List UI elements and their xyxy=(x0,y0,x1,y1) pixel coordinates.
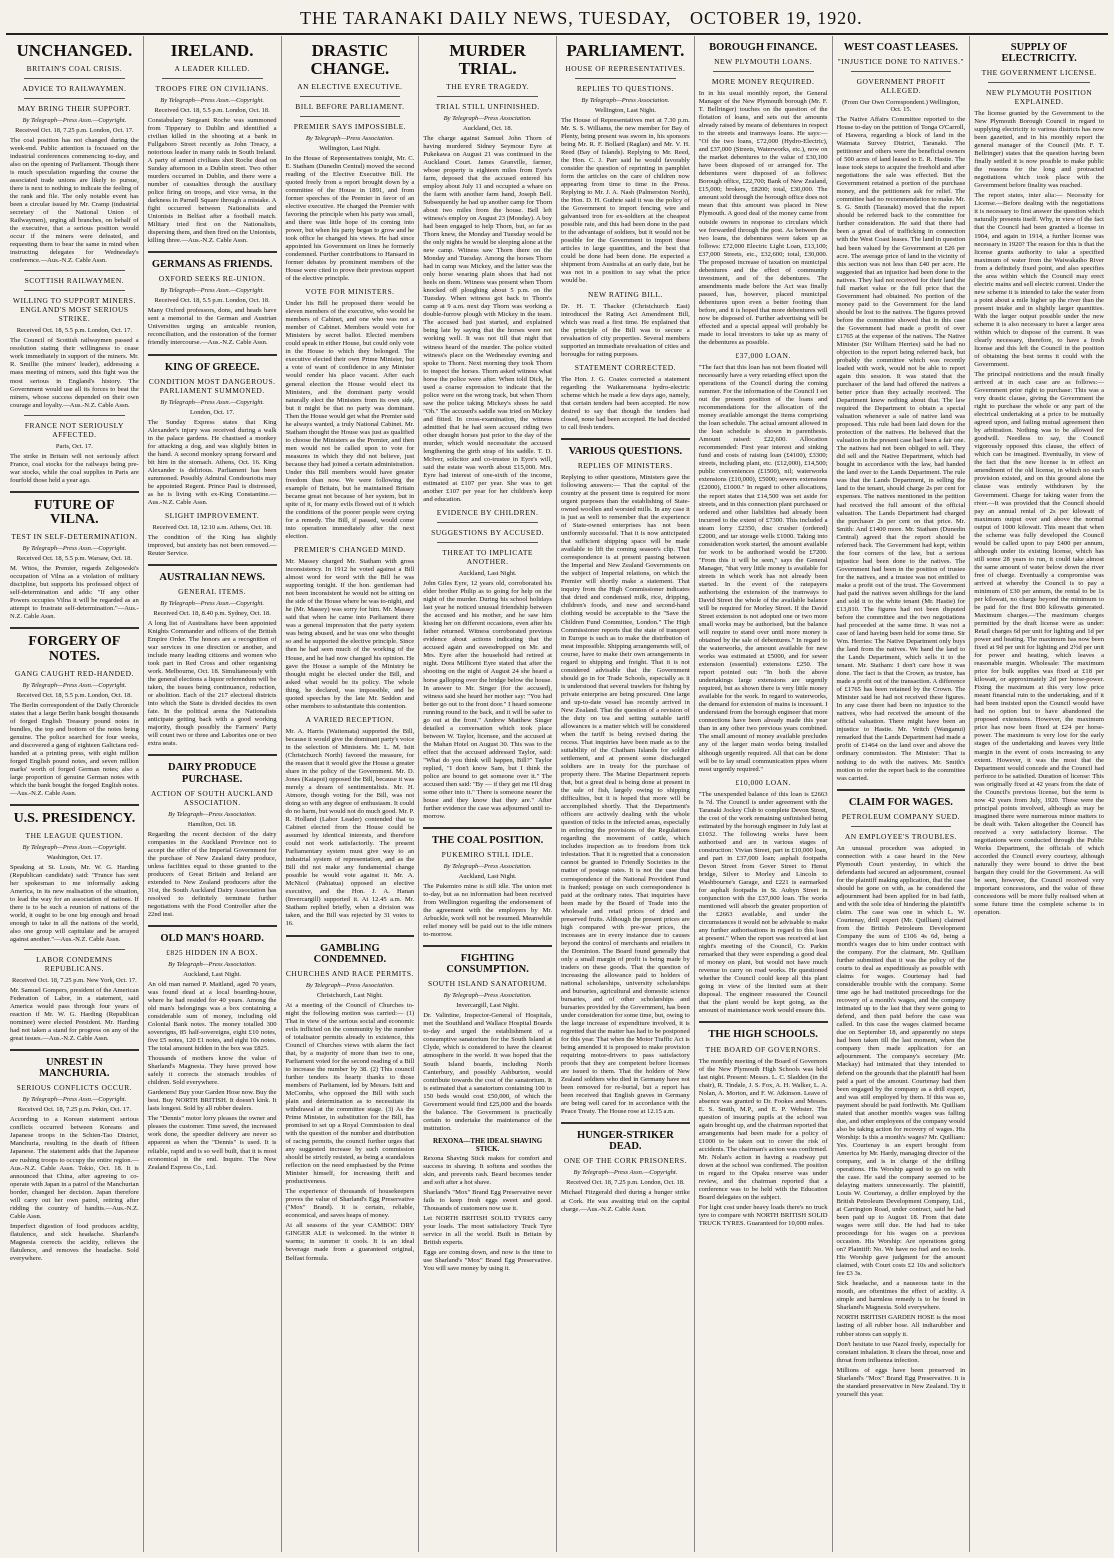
subheading: PUKEMIRO STILL IDLE. xyxy=(441,850,534,860)
column-4 xyxy=(419,36,557,1552)
article-text: Rexona Shaving Stick makes for comfort and success in shaving. It softens and soothes the skin, and prevents rash. Beard becomes tender and soft after a hot shave. xyxy=(423,1154,552,1186)
dateline: Received Oct. 18, 7.25 p.m. London, Oct. 17. xyxy=(15,126,134,134)
headline: UNREST IN MANCHURIA. xyxy=(39,1057,110,1080)
article-text: The report states, inter alia:— Necessity for License.—Before dealing with the negotiations it is necessary to first answer the question which naturally presents itself. Why, in view of the fact that the Council had been granted a license in 1904, and again in 1914, a further license was necessary in 1920? The reason for this is that the license grants authority to take a specified maximum of water from the Waiwakaiho River from a definitely fixed point, and also specifies the area within which the Council may erect electric mains and sell electric current. Under the new scheme it is intended to take the water from a point about a mile higher up the river than the present intake and in slightly larger quantities. With the larger output possible under the new scheme it is also necessary to have a larger area within which to dispose of the current. It was clearly necessary, therefore, to have a fresh license and this left the Council in the position of obtaining the best terms it could with the Government. xyxy=(974,192,1104,368)
subheading: VOTE FOR MINISTERS. xyxy=(305,287,395,297)
headline: THE COAL POSITION. xyxy=(432,835,544,847)
headline: CLAIM FOR WAGES. xyxy=(848,796,953,808)
article-text: Under his Bill he proposed there would be eleven members of the executive, who would be members of Cabinet, and one who was not a member of Cabinet. Members would vote for Ministers by secret ballot. Elected members could speak in either House, but could only vote in the House to which they belonged. The executive elected their own Prime Minister, but a vote of want of confidence in any Minister would render his place vacant. After each general election the House would elect its Ministers, and the dominant party would naturally elect the Ministers from its own side, but it might be that no party was dominant. Then the House would get what the Premier said he always wanted, a truly National Cabinet. Mr. Statham thought the House was just as qualified to choose the Ministers as the Premier, and then men would not be called upon to vote for measures in which they did not believe, just because they had joined a certain administration. Under this Bill members would have greater freedom than now. We were following the example of Britain, but he maintained Britain became great not because of her system, but in spite of it, for many evils flowed out of it which the conditions of the poorer people were crying for a remedy. The Bill, if passed, would come into operation immediately after the next election. xyxy=(285,300,415,541)
article-text: Mr. Samuel Gompers, president of the American Federation of Labor, in a statement, said America would pass through four years of reaction if Mr. W. G. Harding (Republican nominee) were elected President. Mr. Harding had not taken a stand for progress on any of the great issues.—Aus.-N.Z. Cable Assn. xyxy=(10,987,139,1043)
subheading: SUGGESTIONS BY ACCUSED. xyxy=(431,528,545,538)
dateline: Hamilton, Oct. 18. xyxy=(187,820,237,828)
article-text: NORTH BRITISH GARDEN HOSE is the most lasting of all rubber hose. All indiarubber and rubber stores can supply it. xyxy=(836,1314,966,1338)
column-6 xyxy=(695,36,833,1552)
article-text: Sick headache, and a nauseous taste in the mouth, are oftentimes the effect of acidity. A simple and harmless remedy is to be found in Sharland's Magnesia. Sold everywhere. xyxy=(836,1280,966,1312)
divider xyxy=(300,96,401,97)
divider xyxy=(24,290,125,291)
headline: FIGHTING CONSUMPTION. xyxy=(446,953,529,976)
divider xyxy=(988,82,1090,83)
headline: OLD MAN'S HOARD. xyxy=(160,932,264,944)
headline: WEST COAST LEASES. xyxy=(843,42,959,53)
divider xyxy=(437,96,538,97)
article-text: The Hon. J. G. Coates corrected a statement regarding the Waikaremoana hydro-electric scheme which he made a few days ago, namely, that certain tenders had been accepted. He now desired to say that though the tenders had closed, none had been accepted. He had decided to call fresh tenders. xyxy=(561,375,690,431)
subheading: PREMIER'S CHANGED MIND. xyxy=(293,545,406,555)
headline: FORGERY OF NOTES. xyxy=(28,634,121,665)
subheading: STATEMENT CORRECTED. xyxy=(574,362,677,372)
subheading: £37,000 LOAN. xyxy=(735,351,791,361)
article-text: Dr. H. T. Thacker (Christchurch East) introduced the Rating Act Amendment Bill, which was read a first time. He explained that the principle of the Bill was to secure a revaluation of city properties. Several members supported an immediate revaluation of cities and boroughs for rating purposes. xyxy=(561,302,690,358)
byline: By Telegraph—Press Association. xyxy=(443,992,532,1000)
subheading: ACTION OF SOUTH AUCKLAND ASSOCIATION. xyxy=(151,788,274,807)
headline: FUTURE OF VILNA. xyxy=(34,497,115,528)
dateline: Paris, Oct. 17. xyxy=(55,442,93,450)
divider xyxy=(148,354,277,356)
columns xyxy=(6,36,1108,1552)
subheading: TROOPS FIRE ON CIVILIANS. xyxy=(155,83,269,93)
divider xyxy=(10,491,139,493)
article-text: Michael Fitzgerald died during a hunger strike at Cork. He was awaiting trial on the capital charge.—Aus.-N.Z. Cable Assn. xyxy=(561,1189,690,1213)
article-text: The strike in Britain will not seriously affect France, coal stocks for the railways being pre-war stocks, while the coal supplies in Paris are fourfold those held a year ago. xyxy=(10,452,139,484)
subheading: EVIDENCE BY CHILDREN. xyxy=(436,508,539,518)
subheading: PETROLEUM COMPANY SUED. xyxy=(841,811,960,821)
subheading: GANG CAUGHT RED-HANDED. xyxy=(14,668,134,678)
article-text: The Council of Scottish railwaymen passed a resolution stating their willingness to cease work immediately in support of the miners. Mr. R. Smillie (the miners' leader), addressing a mass meeting of miners, said this fight was the most serious in England's history. The Government would use all its forces to beat the miners, whose success depended on their own courage and loyalty.—Aus.-N.Z. Cable Assn. xyxy=(10,337,139,409)
subheading: THREAT TO IMPLICATE ANOTHER. xyxy=(442,548,533,567)
divider xyxy=(851,826,952,827)
headline: DRASTIC CHANGE. xyxy=(310,41,390,78)
divider xyxy=(437,522,538,523)
column-1 xyxy=(6,36,144,1552)
article-text: The Pukemiro mine is still idle. The union met to-day, but as no information had been received from Wellington regarding the endorsement of the agreement with the employers by Mr. Arbuckle, work will not be resumed. Meanwhile relief money will be paid out to the idle miners to-morrow. xyxy=(423,883,552,939)
dateline: Christchurch, Last Night. xyxy=(316,991,383,999)
headline: BOROUGH FINANCE. xyxy=(709,42,818,53)
byline: By Telegraph—Press Association. xyxy=(168,810,257,818)
divider xyxy=(24,78,125,79)
article-text: The experience of thousands of housekeepers proves the value of Sharland's Egg Preservative ("Mox" Brand). It is certain, reliable, economical, and saves heaps of money. xyxy=(285,1188,415,1220)
article-text: John Giles Eyre, 12 years old, corroborated his elder brother Philip as to going for help on the night of the murder. During his school holidays last year he noticed unusual friendship between the accused and his mother, and he saw him kissing her on different occasions, even after his father returned. Witness corroborated previous evidence about actions indicating that the accused again and eavesdropped on Mr. and Mrs. Eyre after the household had retired at night. Dora Millicent Eyre stated that after the shooting on the night of August 24 she heard a horse galloping over the bridge below the house. In answer to Mr. Singer (for the accused), witness said she heard her mother say: "You had better go out to the front door." I heard someone running round to the back, and it will be safer to go out at the front." Andrew Matthew Singer detailed a conversation which took place between W. Taylor, licensee, and the accused at the Mahan Hotel on August 30. This was to the effect that the accused addressed Taylor, said: "What do you think will happen, Bill?" Taylor replied, "I don't know Sam, but I think the police are bound to get someone over it." The accused then said: "By — if they get me I'll drag some other into it." There is someone nearer the house and they know that they are." After further evidence the case was adjourned until to-morrow. xyxy=(423,580,552,821)
article-text: The Native Affairs Committee reported to the House to-day on the petition of Tonga O'Carroll, of Hawera, regarding a block of land in the Waimata Survey District, Taranaki. The petitioner and others were the beneficial owners of 500 acres of land leased to E. R. Hastie. The lease took steps to acquire the freehold and after negotiations the sale was effected. But the Government retained a portion of the purchase money, and the petitioners ask for relief. The committee had no recommendation to make. Mr. S. G. Smith (Taranaki) moved that the report should be referred back to the committee for further consideration. He said that there had been a great deal of trafficking in connection with the West Coast leases. The land in question had been valued by the Government at £26 per acre. The average price of land in the vicinity of this section was not less than £40 per acre. He suggested that an injustice had been done to the natives. They had not received for their land the full market value or the full price that the Government had obtained. No portion of the money paid to the Government for the land should be lost to the natives. The figures proved before the committee showed that in this case the Government had made a profit of over £1765 at the expense of the natives. The Native Minister (Sir William Herries) said he had no objection to the report being referred back, but probably the committee which was recently loaded with work, would not be able to report again this session. It was stated that the purchaser of the land had offered the natives a better price than they actually received. The Department knew nothing about that. The law required the Department to obtain a special valuation whenever a sale of native land was proposed. This rule had been laid down for the protection of the natives. He believed that the valuation in the present case had been a fair one. The natives had not been obliged to sell. They did sell and the Native Department, which had bought in accordance with the law, had handed the land over to the Lands Department. The rule was that the Lands Department, in selling the land to the tenant, should charge 2s per cent for expenses. The natives mentioned in the petition had received the full amount of the official valuation. The Lands Department had charged the purchaser 2s per cent on that price. Mr. Smith: And £1400 more. Mr. Statham (Dunedin Central) agreed that the report should be referred back. The Government had kept, within the four corners of the law, but a serious injustice had been done to the natives. The Government had been in the position of trustee for the natives, and a trustee was not entitled to make a profit out of the trust. The Government had paid the natives seven shillings for the land and sold it to the white tenant (Mr. Hastie) for £13,810. The figures had not been disputed before the committee and the two negotiations had proceeded at the same time. It was not a case of land having been held for some time. Sir Wm. Herries: The Native Department only buys the land from the natives. We hand the land to the Lands Department, which sells it to the tenant. Mr. Statham: I don't care how it was done. The fact is that the Crown, as trustee, has made a profit out of the transaction. A difference of £1765 has been retained by the Crown. The Minister said he had not received these figures. In any case there had been no injustice to the natives, who had received the amount of the official valuation. There might have been an injustice to Hastie. Mr. Veitch (Wanganui) remarked that the Lands Department had made a profit of £1464 on the land over and above the ordinary commission. The Minister: That is nothing to do with the natives. Mr. Smith's motion to refer the report back to the committee was carried. xyxy=(836,116,966,782)
subheading: THE BOARD OF GOVERNORS. xyxy=(705,1044,821,1054)
article-text: Let NORTH BRITISH SOLID TYRES carry your loads. The most satisfactory Truck Tyre service in all the world. Built in Britain by British experts. xyxy=(423,1215,552,1247)
article-text: M. Witos, the Premier, regards Zeligowski's occupation of Vilna as a violation of military discipline, but supports his professed object of self-determination and adds: "If any other Powers occupies Vilna it will be regarded as an attempt to frustrate self-determination."—Aus.-N.Z. Cable Assn. xyxy=(10,565,139,621)
byline: By Telegraph—Press Assn.—Copyright. xyxy=(160,96,264,104)
subheading: SCOTTISH RAILWAYMEN. xyxy=(24,276,125,286)
article-text: The Berlin correspondent of the Daily Chronicle states that a large Berlin bank bought thousands of forged English Treasury pound notes in bundles, the top and bottom of the notes being genuine. The police searched for four weeks, and discovered a gang of eighteen Galicians red-handed at a printing press, with eight million forged English pound notes, and seven million marks' worth of forged German notes; also a large proportion of genuine German notes with which the bank bought the forged English notes.—Aus.-N.Z. Cable Assn. xyxy=(10,701,139,798)
masthead-rule xyxy=(6,33,1108,35)
subheading: BILL BEFORE PARLIAMENT. xyxy=(295,101,405,111)
article-text: At all seasons of the year CAMBOC DRY GINGER ALE is welcomed. In the winter it warms; in summer it cools. It is an ideal beverage made from a guaranteed original, Belfast formula. xyxy=(285,1222,415,1262)
byline: By Telegraph—Press Association. xyxy=(305,134,394,142)
headline: VARIOUS QUESTIONS. xyxy=(568,445,683,457)
byline: By Telegraph—Press Assn.—Copyright. xyxy=(22,843,127,851)
article-text: Sharland's "Mox" Brand Egg Preservative never fails to keep fresh eggs sweet and good. Thousands of customers now use it. xyxy=(423,1188,552,1212)
divider xyxy=(300,116,401,117)
byline: By Telegraph—Press Assn.—Copyright. xyxy=(573,1169,678,1177)
column-5 xyxy=(557,36,695,1552)
byline: By Telegraph—Press Assn.—Copyright. xyxy=(22,1096,127,1104)
article-text: The condition of the King has slightly improved, but anxiety has not been removed.—Reuter Service. xyxy=(147,533,277,557)
subheading: SLIGHT IMPROVEMENT. xyxy=(165,510,260,520)
headline: GAMBLING CONDEMNED. xyxy=(313,942,387,965)
divider xyxy=(437,542,538,543)
subheading: REPLIES OF MINISTERS. xyxy=(577,460,673,470)
article-text: Mr. Massey charged Mr. Statham with gross inconsistency. In 1912 he voted against a Bill almost word for word with the Bill he was supporting tonight. If the hon. gentleman had not been inconsistent he would not be sitting on the side of the House where he was to-night, and he (Mr. Massey) was sorry for him. Mr. Massey said that when he came into Parliament there was a general impression that the party system was being abused, and he was one who thought so and he supported the elective principle. Since then he had seen much of the working of the House, and he had now changed his opinion. He gave the House a sample of the Ministry he thought might be elected under the Bill, and asked what would be its policy. The whole thing, he declared, was impossible, and he quoted speeches by the late Mr. Seddon and other members to substantiate this contention. xyxy=(285,558,415,710)
article-text: An unusual procedure was adopted in connection with a case heard in the New Plymouth Court yesterday, in which the defendants had secured an adjournment, counsel for the plaintiff making application, that the case should be gone on with, as he considered the adjournment had been applied for in bad faith, and with the sole idea of hindering the plaintiff's claim. The case was one in which L. W. Courtenay, drill expert (Mr. Quilliam) claimed from the British Petroleum Development Company the sum of £106 4s 6d, being a month's wages due to him under contract with the company. For the claimant, Mr. Quilliam further submitted that it was the policy of the courts to deal as expeditiously as possible with claims for wages. Courtenay had had considerable trouble with the company. Some time ago he had instituted proceedings for the recovery of a month's wages, and the company intimated up to the last that they were going to defend, and then paid before the case was called. In this case the wages claimed became due on September 18, and apparently no steps had been taken till the last moment, when the company then made application for an adjournment. The company's secretary (Mr. Mackay) had intimated that they intended to defend on the grounds that the plaintiff had been paid a part of the amount. Courtenay had then been engaged by the company as a drill expert, and was still employed by them. If this was so, payment should be paid forthwith. Mr. Quilliam stated that another month's wages was falling due, and other employees of the company would also be taking action for recovery of wages. His Worship: Is this a month's wages? Mr. Quilliam: Yes. Courtenay is an expert brought from America by Mr. Hardy, managing director of the company, and is in charge of the drilling operations. His Worship agreed to go on with the case. He said the company seemed to be delaying matters unnecessarily. The plaintiff, Louis W. Courtenay, a driller employed by the British Petroleum Development Company, Ltd., at Carrington Road, under contract, said he had been paid up to August 18. From that date wages were still due. He had had to take proceedings for his wages on a previous occasion. His Worship: Are operations going on? Plaintiff: No. We have no fuel and no tools. His Worship gave judgment for the amount claimed, with Court costs £2 10s and solicitor's fee £3 3s. xyxy=(836,844,966,1278)
article-text: Imperfect digestion of food produces acidity, flatulence, and sick headache. Sharland's Magnesia corrects the acidity, relieves the flatulence, and removes the headache. Sold everywhere. xyxy=(10,1222,139,1262)
advertisement-heading: REXONA—THE IDEAL SHAVING STICK. xyxy=(433,1136,543,1153)
divider xyxy=(148,754,277,756)
byline: By Telegraph—Press Association. xyxy=(581,96,670,104)
masthead-title: THE TARANAKI DAILY NEWS, TUESDAY, xyxy=(300,8,672,28)
article-text: The charge against Samuel John Thorn of having murdered Sidney Seymour Eyre at Pukekawa on August 21 was continued in the Auckland Court. James Granville, farmer, whose property is eighteen miles from Eyre's farm, deposed that the accused entered his employ about July 11 and occupied a whare on the farm with another farm hand, Joseph Bell. Subsequently he had up another camp for Thorn about two miles from the house. Bell left witness's employ on August 23 (Monday). A boy had been engaged to help Thorn, but, so far as Thorn knew, the Monday and Tuesday would be the only nights he would be sleeping alone at the new camp. Witness saw Thorn there on the Monday and Tuesday. Among the horses Thorn had in camp was Mickey, and the latter was the only horse wearing plain shoes that had not heels on them. Witness was present when Thorn knocked off ploughing about 5 p.m. on the Tuesday. When witness got back to Thorn's camp at 9 a.m. next day Thorn was working a double-furrow plough with Mickey in the team. The accused had just started, and explained being late by saying that the horses were not working well. It was not till that night that witness heard of the murder. The police visited witness's place on the Wednesday evening and spoke to Thorn. Next morning they took Thorn to inspect the horses. Thorn asked witness what horse the police were after. When told Dick, he used a coarse expression to indicate that the police were on the wrong track, but when Thorn saw the police taking Mickey's shoes he said "Oh." The accused's saddle was tried on Mickey and fitted. In cross-examination, the witness admitted that he had seen accused riding two other draught horses just prior to the day of the murder, which would necessitate the accused lengthening the girth strap of his saddle. T. D. McIver, solicitor and co-trustee in Eyre's will, said the estate was worth about £15,000. Mrs. Eyre had interest of one-sixth of the income, estimated at £107 per year. She was to get another £107 per year for her children's keep and education. xyxy=(423,134,552,504)
byline: By Telegraph—Press Assn.—Copyright. xyxy=(160,599,264,607)
subheading: REPLIES TO QUESTIONS. xyxy=(576,83,674,93)
article-text: The principal restrictions and the result finally arrived at in each case are as follows:— Government prior right to purchase: This was a very drastic clause, giving the Government the right to purchase the whole or any part of the electrical undertaking at a price to be mutually agreed upon, and failing mutual agreement then by arbitration. Nothing was to be allowed for goodwill. Needless to say, the Council vigorously opposed this clause, the effect of which can be imagined. Eventually, in view of the fact that the new license is in effect an amendment of the old license, in which no such provision existed, and on this ground alone the clause was entirely withdrawn by the Government. Charge for taking water from the river.—It was provided that the Council should pay an annual rental of 2s per kilowatt of maximum output over and above the normal output of 1000 kilowatt. This meant that when the scheme was fully developed the Council would be called upon to pay £400 per annum, although under its existing license, which has still some 28 years to run, it could take almost the same amount of water below down the river free of charge. Eventually a compromise was arrived at whereby the Council is to pay a minimum of £30 per annum, the rental to be 1s per kilowatt, no charge beyond the minimum to be paid for the first 800 kilowatts generated. Maximum charges.—The maximum charges permitted by the draft license were as under: Retail charges 6d per unit for lighting and 1d per power and heating. The maximum has now been fixed at 9d per unit for lighting and 2½d per unit for power and heating, which leaves a reasonable margin. Wholesale: The maximum price for bulk supplies was fixed at £18 per kilowatt, or approximately 2d per horse-power. Fixing the maximum at this very low price meant financial ruin to the undertaking, and if it had been insisted upon the Council would have had no option but to have abandoned the proposed extensions. However, the maximum price has now been fixed at £24 per horse-power. The maximum is very low for the early stages of the undertaking and leaves very little margin in the event of costs increasing to any extent. However, it was the most that the Department would concede and the Council had perforce to be satisfied. Duration of license: This was originally fixed at 42 years from the date of the Council's previous license, but the term is now 42 years from July, 1920. These were the principal points involved, although as may be imagined there were numerous minor matters to be dealt with. Taken altogether the Council has received a very satisfactory license. The negotiations were conducted through the Public Works Department, the officials of which accorded the Council every courtesy, although naturally they were bound to drive the best bargain they could for the Government. As will be seen, however, the Council received very important concessions, and the value of these concessions will be more fully realised when at some future time the complete scheme is in operation. xyxy=(974,371,1104,917)
byline: By Telegraph—Press Association. xyxy=(168,960,257,968)
dateline: Wellington, Last Night. xyxy=(594,106,656,114)
subheading: FRANCE NOT SERIOUSLY AFFECTED. xyxy=(24,420,124,439)
article-text: In the House of Representatives tonight, Mr. C. E. Statham (Dunedin Central) moved the second reading of the Elective Executive Bill. He quoted freely from a report brought down by a committee of the House in 1891, and from former speeches of the Premier in favor of an elective executive. He charged the Premier with favoring the principle when his party was small, and there was little hope of its coming into power, but when his party began to grow and he took office he changed his views. He had since appointed his Government on lines he formerly condemned. Further contributions to Hansard in former debates by prominent members of the House were cited to prove their previous support of the elective principle. xyxy=(285,154,415,283)
byline: By Telegraph—Press Assn.—Copyright. xyxy=(22,545,127,553)
headline: GERMANS AS FRIENDS. xyxy=(151,259,273,271)
dateline: Auckland, Last Night. xyxy=(458,873,517,881)
divider xyxy=(10,804,139,806)
divider xyxy=(699,1021,828,1023)
byline: By Telegraph—Press Assn.—Copyright. xyxy=(160,287,264,295)
subheading: THE LEAGUE QUESTION. xyxy=(25,830,124,840)
headline: SUPPLY OF ELECTRICITY. xyxy=(1001,42,1077,65)
dateline: Received Oct. 18, 7.25 p.m. London, Oct. 18. xyxy=(566,1179,685,1187)
dateline: Auckland, Last Night. xyxy=(183,970,242,978)
divider xyxy=(10,627,139,629)
dateline: Washington, Oct. 17. xyxy=(46,853,102,861)
article-text: Replying to other questions, Ministers gave the following answers:— That the capital of the country at the present time is required for more urgent purposes than the establishing of State-owned woollen and worsted mills. In any case it is just as well to remember that the experience of State-owned enterprises has not been uniformly successful. That it is now anticipated that sufficient shipping space will be made available to lift the coming season's clip. That correspondence is at present passing between the Imperial and New Zealand Governments on the subject of Imperial relations, on which the Premier will shortly make a statement. That inquiry from the High Commissioner indicates that dried and condensed milk, rice, dripping, children's foods, and new and second-hand clothing would be acceptable to the "Save the Children Fund Committee, London." The High Commissioner reports that the state of transport in Europe is such as to make the distribution of meat impossible. Shipping arrangements will, of course, have to make their own arrangements in regard to shipping and freight. That it is not considered advisable that the Government should go in for Trade Schools, especially as it is understood that several trawlers for fishing by private enterprise are being procured. One large and up-to-date vessel has recently arrived in New Zealand. That the question of a revision of the duty on tea and setting suitable tariff allowances is a matter which will be considered when the tariff is being revised during the recess. That inquiries have been made as to the suitability of the Chatham Islands for soldier settlement, and at present some discharged soldiers are in treaty for the purchase of property there. The Marine Department reports that, but a great deal is being done at present in the sale of fish, largely owing to shipping difficulties, but it is hoped that more will be accomplished shortly. That the Department's officers are actively dealing with the whole question of ticks in the infected areas, especially in enforcing the provisions of the Regulations regarding the movement of cattle, which includes inspection as to freedom from tick infestation. That it is regretted that a concession cannot be granted to Friendly Societies in the matter of postage rates. It is not the case that correspondence of the National Provident Fund is franked; postage on such correspondence is paid at the ordinary rates. That inquiries have been made by the Board of Trade into the wholesale and retail prices of dried and preserved fruits. Although the present prices are high compared with pre-war prices, the increases are in every instance due to causes beyond the control of merchants and retailers in the Dominion. The Board found generally that only a small margin of profit is being made by traders on these goods. That the question of increasing the allowance paid to holders of national scholarships, university scholarships and bursaries, agricultural and domestic science bursaries, and of other scholarships and bursaries provided by the Government, has been under consideration for some time, but, owing to the large increase of expenditure involved, it is regretted that the matter has had to be postponed for this year. That when the Motor Traffic Act is being amended it is proposed to make provision requiring motor-drivers to pass satisfactory proofs that they are competent before licenses are issued to them. That the holders of New Zealand soldiers who died in Germany have not been removed for re-burial, but a report has been received that English graves in Germany are being well cared for in accordance with the Peace Treaty. The House rose at 12.15 a.m. xyxy=(561,473,690,1116)
divider xyxy=(24,270,125,271)
dateline: Wellington, Last Night. xyxy=(319,144,381,152)
byline: By Telegraph—Press Association. xyxy=(443,114,532,122)
divider xyxy=(162,78,263,79)
dateline: Received Oct. 18, 5.5 p.m. Warsaw, Oct. 18. xyxy=(16,555,133,563)
divider xyxy=(148,925,277,927)
headline: THE HIGH SCHOOLS. xyxy=(708,1029,818,1041)
divider xyxy=(148,251,277,253)
dateline: Received Oct. 18, 5.5 p.m. London, Oct. 18. xyxy=(16,691,133,699)
headline: U.S. PRESIDENCY. xyxy=(13,811,136,827)
subheading: A LEADER KILLED. xyxy=(174,63,250,73)
dateline: Received Oct. 18, 5.5 p.m. London, Oct. 18. xyxy=(154,106,270,114)
divider xyxy=(561,1122,690,1124)
divider xyxy=(575,78,676,79)
subheading: £10,000 LOAN. xyxy=(735,777,791,787)
dateline: (From Our Own Correspondent.) Wellington, Oct. 15. xyxy=(841,99,960,114)
headline: MURDER TRIAL. xyxy=(449,41,526,78)
subheading: CHURCHES AND RACE PERMITS. xyxy=(285,968,414,978)
divider xyxy=(561,438,690,440)
dateline: Received Oct. 18, 12.10 a.m. Athens, Oct. 18. xyxy=(152,523,272,531)
column-8 xyxy=(970,36,1108,1552)
divider xyxy=(24,98,125,99)
article-text: For light cost under heavy loads there's no truck tyre to compare with NORTH BRITISH SOLID TRUCK TYRES. Guaranteed for 10,000 miles. xyxy=(698,1204,828,1228)
subheading: THE EYRE TRAGEDY. xyxy=(446,81,530,91)
headline: DAIRY PRODUCE PURCHASE. xyxy=(168,762,257,785)
subheading: £825 HIDDEN IN A BOX. xyxy=(166,947,259,957)
article-text: Many Oxford professors, dons, and heads have sent a memorial to the German and Austrian Universities urging an amicable reunion, reconciliation, and the restoration of the former friendly intercourse.—Aus.-N.Z. Cable Assn. xyxy=(147,307,277,347)
subheading: "INJUSTICE DONE TO NATIVES." xyxy=(837,57,965,67)
subheading: TEST IN SELF-DETERMINATION. xyxy=(11,532,138,542)
divider xyxy=(286,935,415,937)
article-text: The license granted by the Government to the New Plymouth Borough Council in regard to supplying electricity to various districts has now been gazetted, and in his monthly report the general manager of the Council (Mr. F. T. Bellringer) states that the question having been finally settled it is now possible to make public the reasons for the long and protracted negotiations which took place with the Government before finality was reached. xyxy=(974,110,1104,190)
subheading: CONDITION MOST DANGEROUS. PARLIAMENT SUMMONED. xyxy=(148,376,276,395)
divider xyxy=(148,564,277,566)
dateline: Invercargill, Last Night. xyxy=(456,1002,519,1010)
subheading: ADVICE TO RAILWAYMEN. xyxy=(22,83,127,93)
headline: UNCHANGED. xyxy=(16,41,133,60)
divider xyxy=(851,71,952,72)
article-text: Don't hesitate to use Nazol freely, especially for constant inhalation. It clears the throat, nose and throat from influenza infection. xyxy=(836,1340,966,1364)
dateline: Auckland, Oct. 18. xyxy=(462,124,513,132)
byline: By Telegraph—Press Assn.—Copyright. xyxy=(22,681,127,689)
article-text: Eggs are coming down, and now is the time to use Sharland's "Mox" Brand Egg Preservative. You will save money by using it. xyxy=(423,1249,552,1273)
column-3 xyxy=(282,36,420,1552)
dateline: Auckland, Last Night. xyxy=(458,570,517,578)
divider xyxy=(24,415,125,416)
subheading: HOUSE OF REPRESENTATIVES. xyxy=(565,63,686,73)
headline: AUSTRALIAN NEWS. xyxy=(159,571,265,583)
column-2 xyxy=(144,36,282,1552)
article-text: Gardeners! Buy your Garden Hose now. Buy the best. Buy NORTH BRITISH. It doesn't kink. It lasts longest. Sold by all rubber dealers. xyxy=(147,1089,277,1113)
divider xyxy=(10,1049,139,1051)
dateline: Received Oct. 18, 5.5 p.m. London, Oct. 17. xyxy=(16,327,133,335)
divider xyxy=(837,789,966,791)
divider xyxy=(423,827,552,829)
subheading: AN EMPLOYEE'S TROUBLES. xyxy=(844,831,957,841)
subheading: AN ELECTIVE EXECUTIVE. xyxy=(297,81,403,91)
article-text: "The unexpended balance of this loan is £2663 Is 7d. The Council is under agreement with the Taranaki Jockey Club to complete Devon Street, the cost of the work remaining unfinished being estimated by the borough engineer in July last at £1032. The following works have been authorised and are in various stages of construction: Vivian Street, part in £10,000 loan, and part in £37,000 loan; asphalt footpaths Devon Street from Gover Street to Henui bridge, Silver to Morley and Lincoln to Washbourne's Garage, and £221 is earmarked for asphalt footpaths in St. Aubyn Street in conjunction with the £37,000 loan. The works mentioned will absorb the greater proportion of the £2663 available, and under the circumstances it would not be advisable to make any further authorisations in regard to this loan at present." When the report was received at last night's meeting of the Council, Cr. Parkin remarked that they were expending a good deal of money on plant, but would not have much revenue to carry on road works. He questioned whether the Council could keep all this plant going in view of the limited sum at their disposal. The engineer reassured the Council that the plant would be kept going, as the amount of maintenance work would ensure this. xyxy=(698,790,828,1015)
divider xyxy=(713,71,814,72)
dateline: Received Oct. 18, 5.5 p.m. London, Oct. 18. xyxy=(154,297,270,305)
headline: KING OF GREECE. xyxy=(164,361,260,373)
article-text: The Sunday Express states that King Alexander's injury was received during a walk in the palace gardens. He chastised a monkey for attacking a dog, and was slightly bitten in the hand. A second monkey sprang forward and bit him in the stomach. Athens, Oct. 16. King Alexander is delirious. Parliament has been summoned. Possibly Admiral Condouriotis may be appointed Regent. Prince Paul is distressed, as he is living with ex-King Constantine.—Aus.-N.Z. Cable Assn. xyxy=(147,418,277,506)
dateline: Received Oct. 18, 8.40 p.m. Sydney, Oct. 18. xyxy=(153,609,271,617)
byline: By Telegraph—Press Association. xyxy=(305,981,394,989)
article-text: Regarding the recent decision of the dairy companies in the Auckland Province not to accept the offer of the Imperial Government for the purchase of New Zealand dairy produce, unless facilities equal to those granted to the producers of Great Britain and Ireland are extended to New Zealand producers after the 31st, the South Auckland Dairy Association has resolved to definitely terminate further negotiations with the Food Controller after the 22nd inst. xyxy=(147,830,277,918)
subheading: GENERAL ITEMS. xyxy=(178,586,247,596)
article-text: An old man named P. Maitland, aged 70 years, was found dead at a local boarding-house, where he had resided for 40 years. Among the old man's belongings was a box containing a considerable sum of money, including old Colonial Bank notes. The money totalled 300 sovereigns, 85 half-sovereigns, eight £10 notes, five £5 notes, 120 £1 notes, and eight 10s notes. The total amount hidden in the box was £825. xyxy=(147,980,277,1053)
article-text: Dr. Valintine, Inspector-General of Hospitals, met the Southland and Wallace Hospital Boards to-day and urged the establishment of a consumptive sanatorium for the South Island at Clyde, which is considered to have the clearest atmosphere in the world. It was hoped that the South Island boards, including North Canterbury, and possibly Ashburton, would contribute towards the cost of the sanatorium. It is estimated that a sanatorium containing 100 to 150 beds would cost £50,000, of which the Government would find £25,000 and the boards the balance. The Government is practically certain to undertake the maintenance of the institution. xyxy=(423,1012,552,1132)
article-text: Millions of eggs have been preserved in Sharland's "Mox" Brand Egg Preservative. It is the standard preservative in New Zealand. Try it yourself this year. xyxy=(836,1366,966,1398)
dateline: Received Oct. 18, 7.25 p.m. Pekin, Oct. 17. xyxy=(17,1106,131,1114)
subheading: LABOR CONDEMNS REPUBLICANS. xyxy=(36,955,113,974)
column-7 xyxy=(833,36,971,1552)
article-text: The monthly meeting of the Board of Governors of the New Plymouth High Schools was held last night. Present: Messrs. L. C. Sladden (in the chair), R. Tindale, J. S. Fox, A. H. Walker, L. A. Nolan, A. Morton, and F. W. Atkinson. Leave of absence was granted to Dr. Fookes and Messrs. E. S. Smith, M.P., and E. P. Webster. The question of insuring pupils at the school was again brought up, and the chairman reported that arrangements had been made for a policy of £1000 to be taken out to cover the risk of accidents. The chairman's action was confirmed. Mr. Nolan's action in having a roadway put down at the school was confirmed. The position in regard to the Opaku reserve was under review, and the chairman reported that a conference was to be held with the Education Board delegates on the subject. xyxy=(698,1057,828,1202)
subheading: A VARIED RECEPTION. xyxy=(305,714,395,724)
subheading: PREMIER SAYS IMPOSSIBLE. xyxy=(293,121,407,131)
subheading: MAY BRING THEIR SUPPORT. xyxy=(17,103,131,113)
article-text: The "Dennis" motor lorry pleases the owner and pleases the customer. Time saved, the increased work done, the speedier delivery are never so apparent as when the "Dennis" is used. It is reliable, rapid and is so well built, that it is most economical in the end. Inquire. The New Zealand Express Co., Ltd. xyxy=(147,1115,277,1171)
article-text: At a meeting of the Council of Churches to-night the following motion was carried:— (1) That in view of the serious social and economic evils inflicted on the community by the number of totalisator permits already in existence, this Council of Churches views with alarm the fact that, by a majority of more than two to one, Parliament voted for the second reading of a Bill to increase the number by 38. (2) This council further tenders its hearty thanks to those members of Parliament, led by Messrs. Isitt and McCombs, who opposed the Bill with such plain and determination as to necessitate its withdrawal at the committee stage. (3) As the Prime Minister, in substitution for the Bill, has promised to set up a Royal Commission to deal with the question of the number and distribution of racing permits, the council further urges that any suggested increase by such commission should be strictly resisted, as being a scandalous reflection on the need emphasised by the Prime Minister himself, for increasing thrift and productiveness. xyxy=(285,1001,415,1186)
byline: By Telegraph—Press Assn.—Copyright. xyxy=(22,116,127,124)
headline: PARLIAMENT. xyxy=(566,41,685,60)
article-text: Speaking at St. Louis, Mr. W. G. Harding (Republican candidate) said: "France has sent her spokesman to me informally asking America, in its new realisation of the situation, to lead the way for an association of nations. If there is to be such a reunion of nations of the world, it ought to be one big enough and broad enough to take in all the nations of the world, also one group will capitulate and be arrayed against another."—Aus.-N.Z. Cable Assn. xyxy=(10,863,139,944)
article-text: The coal position has not changed during the week-end. Public attention is focussed on the industrial conferences commencing to-day, and also on the opening of Parliament. Though there is much speculation regarding the course the associated trade unions are likely to pursue, there is next to nothing to indicate the feeling of the rank and file. The only notable event has been a circular issued by Mr. Cramp (industrial secretary of the National Union of Railwaymen), urging all branches, on behalf of the executive, that a serious position would occur if the miners were defeated, and requesting them to bear the same in mind when instructing delegates for Wednesday's conference.—Aus.-N.Z. Cable Assn. xyxy=(10,136,139,265)
subheading: THE GOVERNMENT LICENSE. xyxy=(981,68,1097,78)
headline: IRELAND. xyxy=(170,41,254,60)
subheading: SERIOUS CONFLICTS OCCUR. xyxy=(16,1083,133,1093)
dateline: Received Oct. 18, 7.25 p.m. New York, Oct. 17. xyxy=(12,977,137,985)
headline: HUNGER-STRIKER DEAD. xyxy=(576,1130,674,1153)
subheading: BRITAIN'S COAL CRISIS. xyxy=(26,63,123,73)
subheading: NEW RATING BILL. xyxy=(588,289,663,299)
divider xyxy=(423,945,552,947)
article-text: Thousands of mothers know the value of Sharland's Magnesia. They have proved how safely it corrects the stomach troubles of children. Sold everywhere. xyxy=(147,1055,277,1087)
subheading: NEW PLYMOUTH LOANS. xyxy=(714,57,813,67)
article-text: Mr. A. Harris (Waitemata) supported the Bill, because it would give the dominant party's voice in the selection of Ministers. Mr. L. M. Isitt (Christchurch North) favored the measure, for the reason that it would give the House a greater share in the policy of the Government. Mr. D. Jones (Kaiapoi) opposed the Bill, because it was merely a dream of sentimentalists. Mr. H. Atmore, though voting for the Bill, was not doing so with any degree of enthusiasm. It could do no harm, but would not do much good. Mr. P. R. Holland (Labor Leader) contended that to Cabinet elected from the House could be assumed by identical interests, and therefore could not work satisfactorily. The present Parliamentary system must give way to an industrial system of representation, and as the Bill did not make any fundamental change possible he would vote against it. Mr. A. McNicol (Pahiatua) opposed an elective executive, and the Hon. J. A. Hanan (Invercargill) supported it. At 12.45 a.m. Mr. Statham replied briefly, when a division was taken, and the Bill was rejected by 31 votes to 16. xyxy=(285,727,415,928)
article-text: According to a Korean statement serious conflicts occurred between Koreans and Japanese troops in the Schien-Tao District, Manchuria, resulting in the death of fifteen Japanese. The statement adds that the Japanese are rushing troops to occupy the entire region.—Aus.-N.Z. Cable Assn. Tokio, Oct. 18. It is announced that China, after agreeing to co-operate with Japan in a patrol of the Manchurian border, changed her decision. Japan therefore will carry out her own patrol, retiring after ridding the country of bandits.—Aus.-N.Z. Cable Assn. xyxy=(10,1116,139,1220)
byline: By Telegraph—Press Association. xyxy=(443,863,532,871)
subheading: TRIAL STILL UNFINISHED. xyxy=(435,101,540,111)
article-text: "The fact that this loan has not been floated will necessarily have a very retarding effect upon the operations of the Council during the coming summer. For the information of the Council I set out the present position of the loans and recommendations for the allocation of the money available amongst the items comprising the loan schedule. The actual amount allowed in the loan schedule is shown in parenthesis. Amount raised: £22,600. Allocation recommended: First year interest and sinking fund and costs of raising loan (£4100), £3300; streets, including plant, etc. (£12,000), £14,500; public conveniences (£1500), nil; waterworks extensions (£10,000), £5000; sewers extensions (£2000), £1000." In regard to other allocations, the report states that £14,500 was set aside for streets, and in this connection plant purchased or ordered and other liabilities had already been incurred to the extent of £7300. This included a steam lorry £2350, disc crusher (ordered) £2000, and tar storage wells £1000. Taking into consideration work started, the amount available for work to be authorised would be £7200. "From this it will be seen," says the General Manager, "that very little money is available for streets in which work has not already been started. In the event of the ratepayers authorising the extension of the tramways to David Street the whole of the available balance will be required for Morley Street. If the David Street extension is not adopted one or two more small works may be authorised, but the balance will require to stand over until more money is obtained by the sale of debentures." In regard to the waterworks, the amount available for new works was estimated at £5000, and for sewer extension (essential) extensions £250. The report pointed out: "In both the above undertakings large extensions are urgently required, but as shown there is very little money available for the work. In regard to waterworks, the demand for extension of mains is incessant. I understand from the borough engineer that more connections have been already made this year than in any other two previous years combined. The small amount of money available precludes any of the larger main works being installed although urgently required. All that can be done will be to lay small communication pipes where most urgently required." xyxy=(698,364,828,773)
article-text: Constabulary Sergeant Roche was summoned from Tipperary to Dublin and identified a civilian killed in the shooting at a bank in Fullgaboro Street recently as John Treacy, a notorious leader in many raids in South Ireland. A party of armed civilians shot Roche dead on Sunday afternoon in a Dublin street. Two other murders occurred in Dublin, and there were a number of casualties through the auxiliary police firing on troops, and vice versa, in the darkness in Parnell Square through a mistake. A fight occurred between Nationalists and Unionists in Belfast after a football match. Military tried first on the Nationalists, dispersing them, and then fired on the Unionists, killing three.—Aus.-N.Z. Cable Assn. xyxy=(147,116,277,245)
subheading: NEW PLYMOUTH POSITION EXPLAINED. xyxy=(985,88,1093,107)
subheading: ONE OF THE CORK PRISONERS. xyxy=(563,1156,687,1166)
article-text: The House of Representatives met at 7.30 p.m. Mr. S. S. Williams, the new member for Bay of Plenty, being present was sworn in, his sponsors being Mr. R. F. Bollard (Raglan) and Mr. V. H. Reed (Bay of Islands). Replying to Mr. Reed, the Hon. C. J. Parr said he would favorably consider the question of reprinting in pamphlet form the articles on the care of children now appearing from time to time in the Press. Replying to Mr. J. A. Nash (Palmerston North), the Hon. D. H. Guthrie said it was the policy of the Government to import fencing wire and galvanised iron for ex-soldiers at the cheapest possible rate, and this had been done in the past to the advantage of soldiers, but it would not be possible for the Government to import these articles in large quantities, and the best that could be done had been done. He expected a shipment from Australia at an early date, but he was not in a position to say what the price would be. xyxy=(561,116,690,285)
subheading: OXFORD SEEKS RE-UNION. xyxy=(158,274,266,284)
article-text: In in his usual monthly report, the General Manager of the New Plymouth borough (Mr. F. T. Bellringer) touches on the question of the flotation of loans, and sets out the amounts already raised by means of debentures in respect to the streets and tramways loans. He says:— "Of the two loans, £72,000 (Hydro-Electric), and £37,000 (Streets, Waterworks, etc.), now on the market debentures to the value of £30,100 have been disposed of or arranged for. The debentures were disposed of as follows: Borough office, £22,700; Bank of New Zealand, £15,000; brokers, £8200; total, £30,000. The amount sold through the borough office does not mean that this amount was placed in New Plymouth. A good deal of the money came from outside owners in response to circulars which we forwarded through the post. As between the two loans, the debentures were taken up as follows: £72,000 Electric Light Loan, £13,100; £37,000 Streets, etc., £32,600; total, £30,000. The proposed increase of taxation on municipal debentures and the effect of community investment, and of the debentures. The amendments made before the Act was finally passed, has, however, placed municipal debentures upon even a better footing than before, and it is hoped that more debentures will now be disposed of. Further advertising will be effected and a special appeal will probably be made to local investors to take up as many of the debentures as possible. xyxy=(698,90,828,346)
masthead xyxy=(0,0,1114,32)
dateline: London, Oct. 17. xyxy=(190,408,235,416)
divider xyxy=(24,949,125,950)
subheading: MORE MONEY REQUIRED. xyxy=(711,77,815,87)
subheading: SOUTH ISLAND SANATORIUM. xyxy=(428,979,548,989)
byline: By Telegraph—Press Assn.—Copyright. xyxy=(160,398,264,406)
subheading: WILLING TO SUPPORT MINERS. ENGLAND'S MOST SERIOUS STRIKE. xyxy=(12,296,136,324)
subheading: GOVERNMENT PROFIT ALLEGED. xyxy=(856,77,946,96)
article-text: A long list of Australians have been appointed Knights Commander and officers of the British Empire Order. The honors are a recognition of war services in one direction or another, and include many leading citizens and women who took part in Red Cross and other organising work. Melbourne, Oct. 18. Simultaneously with the general elections a liquor referendum will be taken, the issues being continuance, reduction, or abolition. Each of the 217 electoral districts into which the State is divided decides its own fate. In the political arena the Nationalists anticipate getting back with a good working majority, though possibly the Farmers' Party will count two or three and Laborites one or two extra seats. xyxy=(147,619,277,748)
masthead-date: OCTOBER 19, 1920. xyxy=(690,8,863,28)
